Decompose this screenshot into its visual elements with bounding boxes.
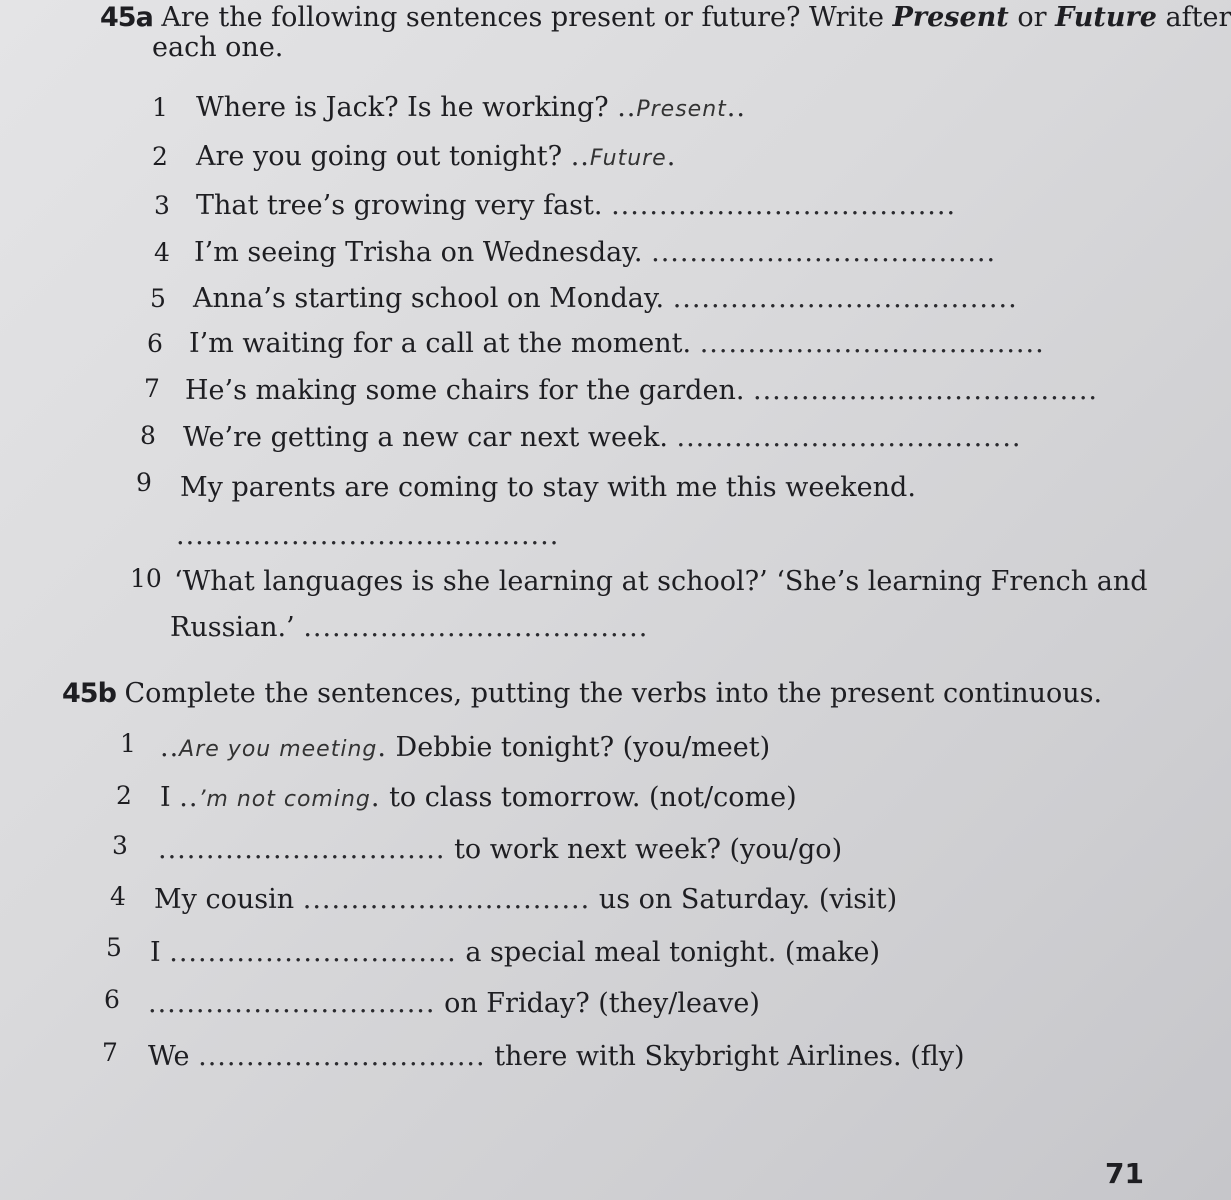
ex45b-item-number: 1 [120, 729, 136, 758]
ex45b-item-5: I .............................. a special meal tonight. (make) [150, 937, 881, 968]
ex45a-instruction-line2: each one. [152, 32, 284, 63]
ex45a-item-4: I’m seeing Trisha on Wednesday. .................................... [194, 237, 997, 268]
ex45a-instruction-line1: 45a Are the following sentences present or future? Write Present or Future after [100, 2, 1231, 33]
ex45a-item-2: Are you going out tonight? ..Future. [196, 141, 677, 172]
ex45b-item-number: 6 [104, 985, 120, 1014]
ex45a-item-number: 8 [140, 421, 156, 450]
answer-blank[interactable]: .............................. [198, 1041, 486, 1072]
ex45a-item-number: 1 [152, 93, 168, 122]
answer-blank[interactable]: .................................... [676, 422, 1022, 453]
ex45a-item-10-cont: Russian.’ .................................... [170, 612, 649, 643]
handwritten-answer: Future [589, 146, 667, 171]
ex45a-item-6: I’m waiting for a call at the moment. .................................... [189, 328, 1045, 359]
ex45b-item-number: 4 [110, 882, 126, 911]
handwritten-answer: Are you meeting [179, 737, 378, 762]
ex45a-item-8: We’re getting a new car next week. .................................... [183, 422, 1022, 453]
answer-blank[interactable]: .................................... [303, 612, 649, 643]
ex45b-item-4: My cousin .............................. us on Saturday. (visit) [154, 884, 898, 915]
ex45a-item-7: He’s making some chairs for the garden. .................................... [185, 375, 1098, 406]
ex45a-item-number: 6 [147, 329, 163, 358]
answer-blank[interactable]: .............................. [158, 834, 446, 865]
ex45a-item-number: 2 [152, 142, 168, 171]
answer-blank[interactable]: .................................... [672, 283, 1018, 314]
ex45a-item-5: Anna’s starting school on Monday. .................................... [193, 283, 1018, 314]
ex45b-item-3: .............................. to work next week? (you/go) [158, 834, 843, 865]
ex45a-item-10: ‘What languages is she learning at school?’ ‘She’s learning French and [174, 566, 1148, 597]
handwritten-answer: ’m not coming [198, 787, 371, 812]
answer-blank[interactable]: .............................. [169, 937, 457, 968]
handwritten-answer: Present [636, 97, 727, 122]
ex45a-item-number: 10 [130, 564, 162, 593]
answer-blank[interactable]: .............................. [148, 988, 436, 1019]
ex45b-instruction: 45b Complete the sentences, putting the verbs into the present continuous. [62, 678, 1103, 709]
ex45a-item-number: 7 [144, 374, 160, 403]
ex45a-item-number: 9 [136, 468, 152, 497]
ex45b-item-number: 5 [106, 933, 122, 962]
ex45b-item-2: I ..’m not coming. to class tomorrow. (not/come) [160, 782, 797, 813]
answer-blank[interactable]: .................................... [699, 328, 1045, 359]
ex45a-label: 45a [100, 2, 153, 33]
ex45a-item-number: 5 [150, 284, 166, 313]
ex45a-item-9: My parents are coming to stay with me this weekend. [180, 472, 916, 503]
ex45b-item-number: 7 [102, 1038, 118, 1067]
ex45b-item-6: .............................. on Friday? (they/leave) [148, 988, 760, 1019]
answer-blank[interactable]: .................................... [753, 375, 1098, 406]
answer-blank[interactable]: .................................... [651, 237, 997, 268]
answer-blank[interactable]: ........................................ [176, 520, 560, 551]
ex45a-item-number: 3 [154, 191, 170, 220]
ex45a-item-number: 4 [154, 238, 170, 267]
ex45b-item-7: We .............................. there with Skybright Airlines. (fly) [148, 1041, 965, 1072]
answer-blank[interactable]: .............................. [302, 884, 591, 915]
page-number: 71 [1105, 1157, 1144, 1190]
ex45b-item-number: 3 [112, 831, 128, 860]
ex45b-label: 45b [62, 678, 116, 709]
answer-blank[interactable]: .................................... [611, 190, 957, 221]
ex45b-item-number: 2 [116, 781, 132, 810]
ex45a-item-3: That tree’s growing very fast. .................................... [196, 190, 957, 221]
ex45b-item-1: ..Are you meeting. Debbie tonight? (you/meet) [160, 732, 771, 763]
ex45a-item-1: Where is Jack? Is he working? ..Present.. [196, 92, 746, 123]
